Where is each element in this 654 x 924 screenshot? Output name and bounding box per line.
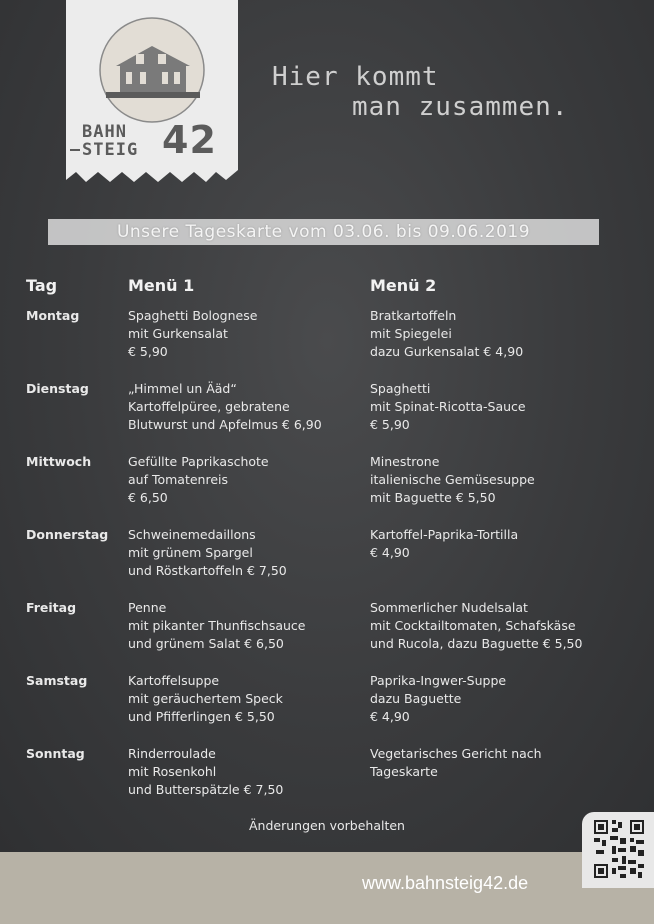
menu-title: Unsere Tageskarte vom 03.06. bis 09.06.2019 bbox=[116, 222, 531, 242]
logo-number: 42 bbox=[162, 118, 217, 162]
menu2-line: € 5,90 bbox=[370, 417, 410, 432]
menu2-line: und Rucola, dazu Baguette € 5,50 bbox=[370, 636, 583, 651]
menu1-line: und Butterspätzle € 7,50 bbox=[128, 782, 284, 797]
menu2-line: Minestrone bbox=[370, 454, 440, 469]
logo-tag bbox=[66, 0, 238, 186]
day-label: Montag bbox=[26, 308, 80, 323]
menu1-line: Spaghetti Bolognese bbox=[128, 308, 258, 323]
menu2-line: Spaghetti bbox=[370, 381, 431, 396]
header-menu-1: Menü 1 bbox=[128, 276, 195, 295]
menu2-line: dazu Gurkensalat € 4,90 bbox=[370, 344, 524, 359]
menu1-line: „Himmel un Ääd“ bbox=[128, 381, 237, 396]
menu2-line: mit Cocktailtomaten, Schafskäse bbox=[370, 618, 576, 633]
menu2-line: dazu Baguette bbox=[370, 691, 462, 706]
menu2-line: Paprika-Ingwer-Suppe bbox=[370, 673, 507, 688]
slogan-line-2: man zusammen. bbox=[352, 92, 569, 122]
qr-code-icon bbox=[594, 820, 644, 878]
slogan-line-1: Hier kommt bbox=[272, 62, 439, 92]
menu1-line: Kartoffelpüree, gebratene bbox=[128, 399, 290, 414]
menu1-line: und grünem Salat € 6,50 bbox=[128, 636, 284, 651]
menu2-line: mit Spiegelei bbox=[370, 326, 452, 341]
menu1-line: Gefüllte Paprikaschote bbox=[128, 454, 269, 469]
menu2-line: Bratkartoffeln bbox=[370, 308, 457, 323]
menu1-line: mit pikanter Thunfischsauce bbox=[128, 618, 306, 633]
menu1-line: mit Gurkensalat bbox=[128, 326, 228, 341]
header-day: Tag bbox=[26, 276, 58, 295]
day-label: Mittwoch bbox=[26, 454, 92, 469]
menu1-line: Rinderroulade bbox=[128, 746, 216, 761]
footer-band bbox=[0, 852, 654, 924]
menu1-line: Penne bbox=[128, 600, 167, 615]
menu1-line: und Pfifferlingen € 5,50 bbox=[128, 709, 275, 724]
day-label: Donnerstag bbox=[26, 527, 109, 542]
menu2-line: Tageskarte bbox=[370, 764, 438, 779]
header-menu-2: Menü 2 bbox=[370, 276, 437, 295]
menu2-line: Vegetarisches Gericht nach bbox=[370, 746, 542, 761]
website-link[interactable]: www.bahnsteig42.de bbox=[362, 873, 529, 893]
menu2-line: mit Spinat-Ricotta-Sauce bbox=[370, 399, 526, 414]
menu1-line: mit Rosenkohl bbox=[128, 764, 217, 779]
day-label: Dienstag bbox=[26, 381, 89, 396]
menu1-line: Kartoffelsuppe bbox=[128, 673, 220, 688]
logo-word-steig: STEIG bbox=[82, 140, 139, 160]
menu2-line: Kartoffel-Paprika-Tortilla bbox=[370, 527, 519, 542]
day-label: Sonntag bbox=[26, 746, 85, 761]
menu2-line: € 4,90 bbox=[370, 545, 410, 560]
menu1-line: auf Tomatenreis bbox=[128, 472, 229, 487]
disclaimer-note: Änderungen vorbehalten bbox=[249, 818, 405, 833]
menu1-line: Schweinemedaillons bbox=[128, 527, 256, 542]
menu2-line: mit Baguette € 5,50 bbox=[370, 490, 496, 505]
menu2-line: € 4,90 bbox=[370, 709, 410, 724]
day-label: Freitag bbox=[26, 600, 77, 615]
menu2-line: italienische Gemüsesuppe bbox=[370, 472, 535, 487]
menu1-line: € 6,50 bbox=[128, 490, 168, 505]
menu1-line: Blutwurst und Apfelmus € 6,90 bbox=[128, 417, 322, 432]
menu1-line: und Röstkartoffeln € 7,50 bbox=[128, 563, 287, 578]
menu1-line: mit grünem Spargel bbox=[128, 545, 253, 560]
menu2-line: Sommerlicher Nudelsalat bbox=[370, 600, 528, 615]
logo-word-bahn: BAHN bbox=[82, 122, 127, 142]
menu1-line: mit geräuchertem Speck bbox=[128, 691, 283, 706]
qr-code[interactable] bbox=[582, 812, 654, 888]
menu1-line: € 5,90 bbox=[128, 344, 168, 359]
day-label: Samstag bbox=[26, 673, 88, 688]
